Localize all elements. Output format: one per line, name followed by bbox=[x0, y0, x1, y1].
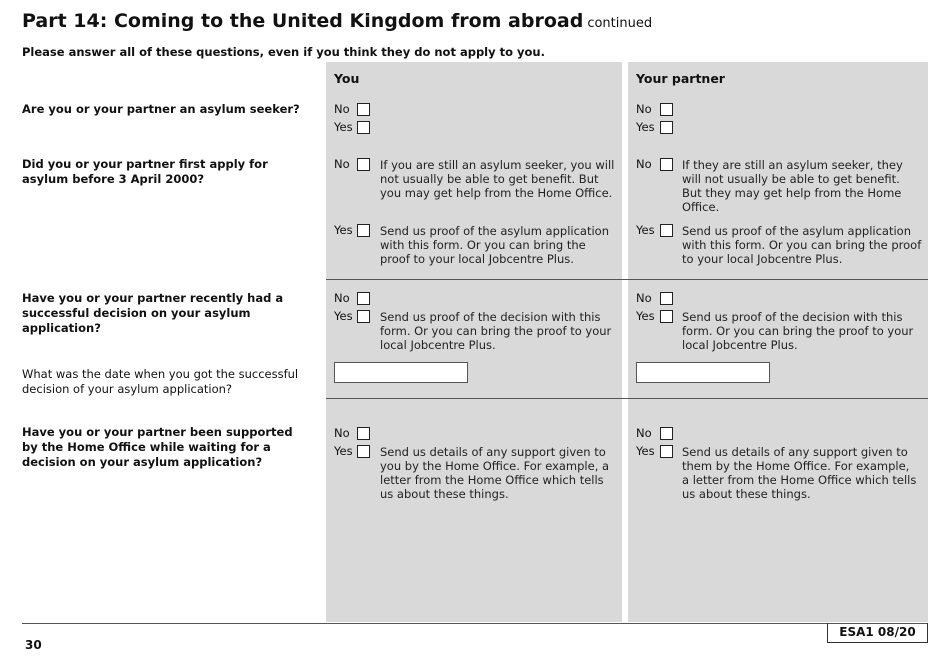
q2-partner-no-note: If they are still an asylum seeker, they will not usually be able to get benefit. But they may get help from the Home Office. bbox=[682, 158, 903, 214]
q3-you-yes-checkbox[interactable] bbox=[357, 310, 370, 323]
q4-partner-yes-checkbox[interactable] bbox=[660, 445, 673, 458]
q4-you-no-label: No bbox=[334, 426, 350, 440]
q4-you-yes-label: Yes bbox=[334, 444, 353, 458]
q4-you-no-checkbox[interactable] bbox=[357, 427, 370, 440]
q2-partner-yes-note: Send us proof of the asylum application with this form. Or you can bring the proof to your local Jobcentre Plus. bbox=[682, 224, 922, 266]
you-decision-date-input[interactable] bbox=[334, 362, 468, 383]
page-number: 30 bbox=[25, 638, 42, 652]
q1-you-no-checkbox[interactable] bbox=[357, 103, 370, 116]
q1-you-yes-label: Yes bbox=[334, 120, 353, 134]
q1-partner-yes-checkbox[interactable] bbox=[660, 121, 673, 134]
row-separator bbox=[326, 279, 928, 280]
q4-you-yes-note: Send us details of any support given to you by the Home Office. For example, a letter from the Home Office which tells us about these things. bbox=[380, 445, 610, 501]
q3-partner-yes-note: Send us proof of the decision with this form. Or you can bring the proof to your local Jobcentre Plus. bbox=[682, 310, 914, 352]
row-separator bbox=[326, 398, 928, 399]
page-title bbox=[22, 10, 652, 32]
q2-you-no-checkbox[interactable] bbox=[357, 158, 370, 171]
partner-column-header: Your partner bbox=[636, 71, 725, 86]
q2-you-no-label: No bbox=[334, 157, 350, 171]
q4-partner-yes-label: Yes bbox=[636, 444, 655, 458]
q1-you-yes-checkbox[interactable] bbox=[357, 121, 370, 134]
form-reference: ESA1 08/20 bbox=[827, 623, 928, 643]
continued-label: continued bbox=[587, 16, 653, 31]
footer-rule bbox=[22, 623, 928, 624]
question-successful-decision: Have you or your partner recently had a successful decision on your asylum application? bbox=[22, 291, 284, 335]
q4-partner-no-label: No bbox=[636, 426, 652, 440]
q1-you-no-label: No bbox=[334, 102, 350, 116]
q1-partner-no-checkbox[interactable] bbox=[660, 103, 673, 116]
question-home-office-support: Have you or your partner been supported by the Home Office while waiting for a decision on your asylum application? bbox=[22, 425, 293, 469]
q3-you-yes-note: Send us proof of the decision with this form. Or you can bring the proof to your local Jobcentre Plus. bbox=[380, 310, 612, 352]
you-column-header: You bbox=[334, 71, 360, 86]
q2-partner-yes-checkbox[interactable] bbox=[660, 224, 673, 237]
q1-partner-no-label: No bbox=[636, 102, 652, 116]
q2-you-yes-label: Yes bbox=[334, 223, 353, 237]
q2-you-yes-note: Send us proof of the asylum application with this form. Or you can bring the proof to your local Jobcentre Plus. bbox=[380, 224, 609, 266]
q3-partner-yes-label: Yes bbox=[636, 309, 655, 323]
q2-you-no-note: If you are still an asylum seeker, you will not usually be able to get benefit. But you may get help from the Home Office. bbox=[380, 158, 615, 200]
partner-decision-date-input[interactable] bbox=[636, 362, 770, 383]
q3-partner-yes-checkbox[interactable] bbox=[660, 310, 673, 323]
q4-partner-yes-note: Send us details of any support given to them by the Home Office. For example, a letter from the Home Office which tells us about these things. bbox=[682, 445, 917, 501]
q3-you-yes-label: Yes bbox=[334, 309, 353, 323]
question-applied-before-2000: Did you or your partner first apply for asylum before 3 April 2000? bbox=[22, 157, 268, 186]
q2-partner-yes-label: Yes bbox=[636, 223, 655, 237]
page-title-text: Part 14: Coming to the United Kingdom from abroad bbox=[22, 10, 584, 32]
question-asylum-seeker: Are you or your partner an asylum seeker? bbox=[22, 102, 300, 116]
q3-you-no-label: No bbox=[334, 291, 350, 305]
q4-you-yes-checkbox[interactable] bbox=[357, 445, 370, 458]
q2-you-yes-checkbox[interactable] bbox=[357, 224, 370, 237]
question-decision-date: What was the date when you got the successful decision of your asylum application? bbox=[22, 367, 299, 396]
q1-partner-yes-label: Yes bbox=[636, 120, 655, 134]
instruction-text: Please answer all of these questions, even if you think they do not apply to you. bbox=[22, 45, 545, 59]
q2-partner-no-label: No bbox=[636, 157, 652, 171]
q2-partner-no-checkbox[interactable] bbox=[660, 158, 673, 171]
q4-partner-no-checkbox[interactable] bbox=[660, 427, 673, 440]
q3-partner-no-label: No bbox=[636, 291, 652, 305]
q3-partner-no-checkbox[interactable] bbox=[660, 292, 673, 305]
q3-you-no-checkbox[interactable] bbox=[357, 292, 370, 305]
